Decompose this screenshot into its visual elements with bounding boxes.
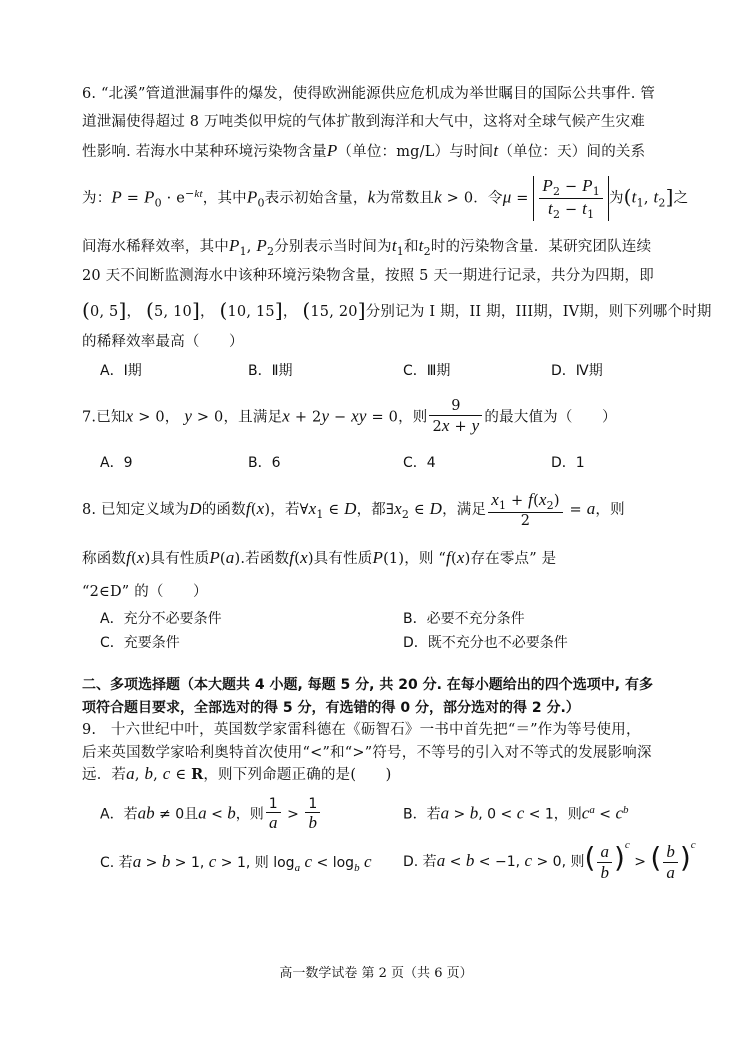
- q8-stem-line-1: 8. 已知定义域为D的函数f(x)，若$\forall x_1$ ∈ D，都$\exists x_2$ ∈ D，满足 $\frac{x_1 + f(x_2)}{2}$ = a，则: [82, 490, 625, 530]
- q8-stem-line-2: 称函数f(x)具有性质P(a).若函数f(x)具有性质P(1)，则 “f(x)存在零点” 是: [82, 548, 557, 567]
- q6-line-5: 间海水稀释效率，其中$P_1$, $P_2$分别表示当时间为$t_1$和$t_2$时的污染物含量．某研究团队连续: [82, 236, 652, 258]
- q6-option-a[interactable]: A．Ⅰ期: [100, 363, 142, 379]
- q6-option-b[interactable]: B．Ⅱ期: [248, 363, 293, 379]
- q9-line-1: 9. 十六世纪中叶，英国数学家雷科德在《砺智石》一书中首先把“＝”作为等号使用，: [82, 722, 641, 738]
- q6-line-3: 性影响. 若海水中某种环境污染物含量P（单位：mg/L）与时间t（单位：天）间的关系: [82, 141, 646, 160]
- q6-option-d[interactable]: D．Ⅳ期: [551, 363, 603, 379]
- q6-line-6: 20 天不间断监测海水中该种环境污染物含量，按照 5 天一期进行记录，共分为四期，即: [82, 268, 654, 284]
- dilution-efficiency-formula: $\frac{P_2 - P_1}{t_2 - t_1}$: [533, 176, 609, 221]
- q8-option-a[interactable]: A．充分不必要条件: [100, 611, 222, 627]
- q7-stem: 7.已知x > 0， y > 0，且满足x + 2y − xy = 0，则 $\frac{9}{2x + y}$ 的最大值为（ ）: [82, 398, 617, 436]
- q7-option-c[interactable]: C．4: [403, 455, 436, 471]
- q6-line-4: 为：$P = P_0 \cdot e^{-kt}$，其中$P_0$表示初始含量，k为常数且k > 0．令μ = $\frac{P_2 - P_1}{t_2 - t_1}$ 为($t_1$, $t_2$]之: [82, 176, 689, 221]
- q9-option-b[interactable]: B．若a > b, 0 < c < 1，则$c^a < c^b$: [403, 803, 629, 823]
- q8-option-c[interactable]: C．充要条件: [100, 635, 180, 651]
- q6-line-1: 6. “北溪”管道泄漏事件的爆发，使得欧洲能源供应危机成为举世瞩目的国际公共事件. 管: [82, 86, 656, 102]
- page-footer: 高一数学试卷 第 2 页（共 6 页）: [279, 966, 473, 981]
- q6-line-7: (0, 5]， (5, 10]， (10, 15]， (15, 20]分别记为 I 期，II 期，III期，IV期，则下列哪个时期: [82, 298, 712, 322]
- q7-option-b[interactable]: B．6: [248, 455, 281, 471]
- section-2-heading-cont: 项符合题目要求，全部选对的得 5 分，有选错的得 0 分，部分选对的得 2 分.）: [82, 700, 580, 716]
- q6-line-8: 的稀释效率最高（ ）: [82, 334, 244, 350]
- q6-option-c[interactable]: C．Ⅲ期: [403, 363, 451, 379]
- q9-option-c[interactable]: C. 若a > b > 1, c > 1, 则 $\log_a c < \log_b c$: [100, 852, 372, 874]
- q9-option-a[interactable]: A．若ab ≠ 0且a < b，则 $\frac{1}{a}$ > $\frac{1}{b}$: [100, 796, 322, 833]
- q7-option-a[interactable]: A．9: [100, 455, 133, 471]
- q8-option-d[interactable]: D．既不充分也不必要条件: [403, 635, 568, 651]
- q8-option-b[interactable]: B．必要不充分条件: [403, 611, 525, 627]
- q6-line-2: 道泄漏使得超过 8 万吨类似甲烷的气体扩散到海洋和大气中，这将对全球气候产生灾难: [82, 114, 645, 130]
- q9-line-2: 后来英国数学家哈利奥特首次使用“<”和“>”符号，不等号的引入对不等式的发展影响深: [82, 745, 652, 761]
- q8-stem-line-3: “2∈D” 的（ ）: [82, 584, 208, 600]
- q7-option-d[interactable]: D．1: [551, 455, 585, 471]
- q9-line-3: 远．若a, b, c ∈ R，则下列命题正确的是( ): [82, 764, 392, 783]
- q9-option-d[interactable]: D. 若a < b < −1, c > 0, 则( $\frac{a}{b}$ )$^c$ > ( $\frac{b}{a}$ )$^c$: [403, 839, 696, 882]
- section-2-heading: 二、多项选择题（本大题共 4 小题, 每题 5 分, 共 20 分. 在每小题给出的四个选项中, 有多: [82, 677, 653, 693]
